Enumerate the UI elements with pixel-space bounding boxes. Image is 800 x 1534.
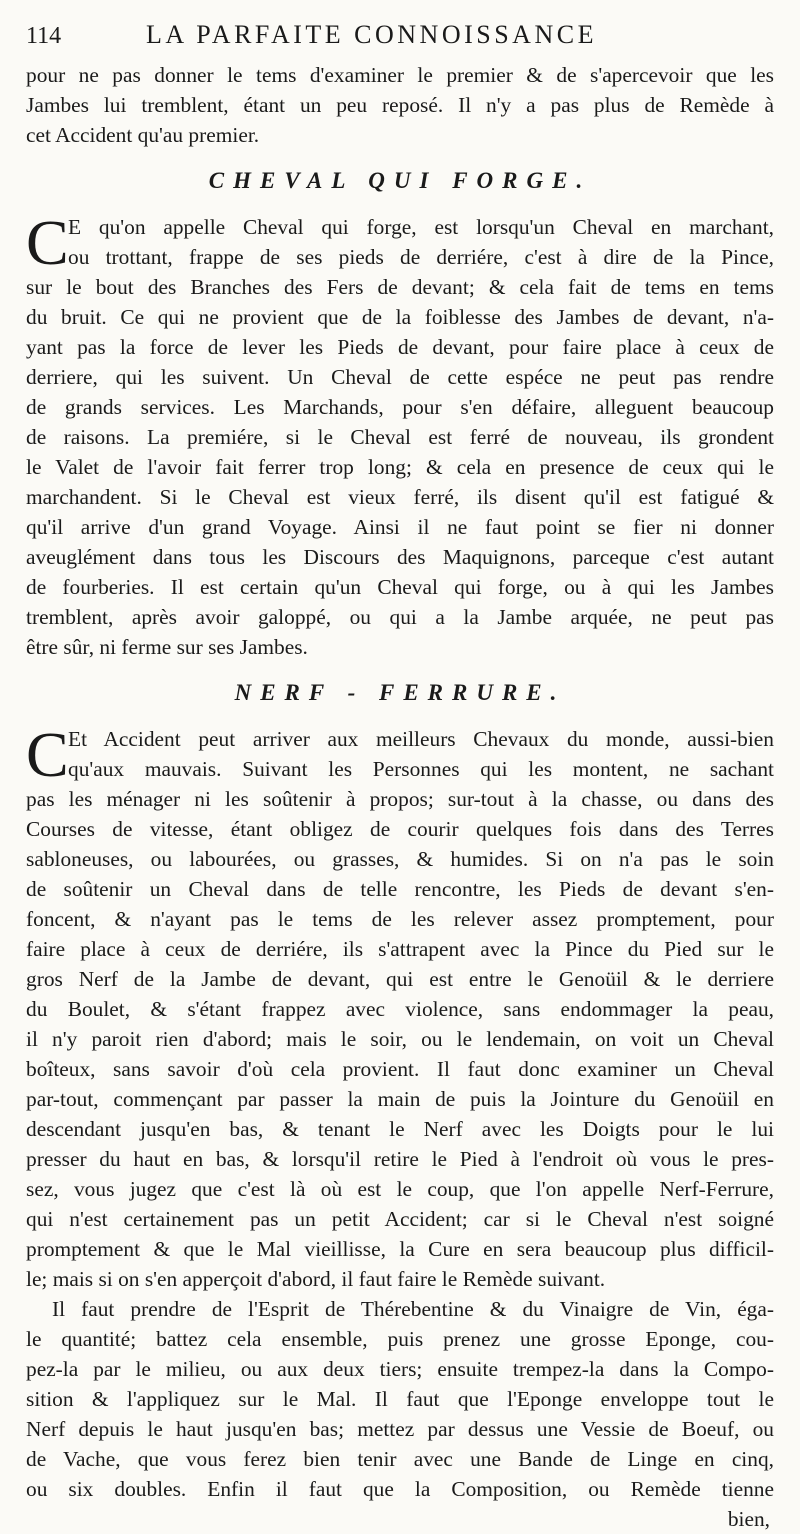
running-head [26, 20, 774, 60]
text-line: sez, vous jugez que c'est là où est le coup, que l'on appelle Nerf-Ferrure, [26, 1177, 774, 1201]
text-line: aveuglément dans tous les Discours des Maquignons, parceque c'est autant [26, 545, 774, 569]
text-line: pas les ménager ni les soûtenir à propos; sur-tout à la chasse, ou dans des [26, 787, 774, 811]
text-line: foncent, & n'ayant pas le tems de les relever assez promptement, pour [26, 907, 774, 931]
text-line: de raisons. La premiére, si le Cheval est ferré de nouveau, ils grondent [26, 425, 774, 449]
text-line: ou trottant, frappe de ses pieds de derriére, c'est à dire de la Pince, [68, 245, 774, 269]
text-line: Jambes lui tremblent, étant un peu reposé. Il n'y a pas plus de Remède à [26, 93, 774, 117]
text-line: cet Accident qu'au premier. [26, 123, 260, 147]
text-line: de fourberies. Il est certain qu'un Cheval qui forge, ou à qui les Jambes [26, 575, 774, 599]
text-line: qu'il arrive d'un grand Voyage. Ainsi il ne faut point se fier ni donner [26, 515, 774, 539]
text-line: derriere, qui les suivent. Un Cheval de cette espéce ne peut pas rendre [26, 365, 774, 389]
text-line: qu'aux mauvais. Suivant les Personnes qui les montent, ne sachant [68, 757, 774, 781]
text-line: yant pas la force de lever les Pieds de devant, pour faire place à ceux de [26, 335, 774, 359]
text-line: descendant jusqu'en bas, & tenant le Nerf avec les Doigts pour le lui [26, 1117, 774, 1141]
text-line: du bruit. Ce qui ne provient que de la foiblesse des Jambes de devant, n'a- [26, 305, 774, 329]
text-line: Il faut prendre de l'Esprit de Thérebentine & du Vinaigre de Vin, éga- [52, 1297, 774, 1321]
text-line: marchandent. Si le Cheval est vieux ferré, ils disent qu'il est fatigué & [26, 485, 774, 509]
section-paragraph [26, 207, 774, 662]
section-title: CHEVAL QUI FORGE. [208, 168, 592, 193]
running-title: LA PARFAITE CONNOISSANCE [146, 20, 597, 49]
text-line: boîteux, sans savoir d'où cela provient. Il faut donc examiner un Cheval [26, 1057, 774, 1081]
text-line: le quantité; battez cela ensemble, puis prenez une grosse Eponge, cou- [26, 1327, 774, 1351]
text-line: sur le bout des Branches des Fers de devant; & cela fait de tems en tems [26, 275, 774, 299]
text-line: sabloneuses, ou labourées, ou grasses, & humides. Si on n'a pas le soin [26, 847, 774, 871]
text-line: promptement & que le Mal vieillisse, la Cure en sera beaucoup plus difficil- [26, 1237, 774, 1261]
drop-cap: C [26, 207, 69, 278]
text-line: ou six doubles. Enfin il faut que la Composition, ou Remède tienne [26, 1477, 774, 1501]
text-line: le Valet de l'avoir fait ferrer trop long; & cela en presence de ceux qui le [26, 455, 774, 479]
text-line: presser du haut en bas, & lorsqu'il retire le Pied à l'endroit où vous le pres- [26, 1147, 774, 1171]
text-line: le; mais si on s'en apperçoit d'abord, il faut faire le Remède suivant. [26, 1267, 606, 1291]
text-line: Nerf depuis le haut jusqu'en bas; mettez par dessus une Vessie de Boeuf, ou [26, 1417, 774, 1441]
text-line: sition & l'appliquez sur le Mal. Il faut que l'Eponge enveloppe tout le [26, 1387, 774, 1411]
text-line: E qu'on appelle Cheval qui forge, est lorsqu'un Cheval en marchant, [68, 215, 774, 239]
intro-paragraph [26, 60, 774, 150]
section-paragraph [26, 719, 774, 1294]
text-line: du Boulet, & s'étant frappez avec violence, sans endommager la peau, [26, 997, 774, 1021]
text-line: faire place à ceux de derriére, ils s'attrapent avec la Pince du Pied sur le [26, 937, 774, 961]
text-line: par-tout, commençant par passer la main de puis la Jointure du Genoüil en [26, 1087, 774, 1111]
drop-cap: C [26, 719, 69, 790]
remedy-paragraph [26, 1294, 774, 1504]
page-number: 114 [26, 23, 62, 49]
text-line: gros Nerf de la Jambe de devant, qui est entre le Genoüil & le derriere [26, 967, 774, 991]
text-line: il n'y paroit rien d'abord; mais le soir, ou le lendemain, on voit un Cheval [26, 1027, 774, 1051]
section-title: NERF - FERRURE. [234, 680, 566, 705]
catchword: bien, [727, 1507, 770, 1531]
text-line: Et Accident peut arriver aux meilleurs Chevaux du monde, aussi-bien [68, 727, 774, 751]
text-line: être sûr, ni ferme sur ses Jambes. [26, 635, 308, 659]
text-line: tremblent, après avoir galoppé, ou qui a la Jambe arquée, ne peut pas [26, 605, 774, 629]
text-line: Courses de vitesse, étant obligez de courir quelques fois dans des Terres [26, 817, 774, 841]
text-line: qui n'est certainement pas un petit Accident; car si le Cheval n'est soigné [26, 1207, 774, 1231]
text-line: de Vache, que vous ferez bien tenir avec une Bande de Linge en cinq, [26, 1447, 774, 1471]
text-line: de soûtenir un Cheval dans de telle rencontre, les Pieds de devant s'en- [26, 877, 774, 901]
text-line: de grands services. Les Marchands, pour s'en défaire, alleguent beaucoup [26, 395, 774, 419]
text-line: pez-la par le milieu, ou aux deux tiers; ensuite trempez-la dans la Compo- [26, 1357, 774, 1381]
text-line: pour ne pas donner le tems d'examiner le premier & de s'apercevoir que les [26, 63, 774, 87]
